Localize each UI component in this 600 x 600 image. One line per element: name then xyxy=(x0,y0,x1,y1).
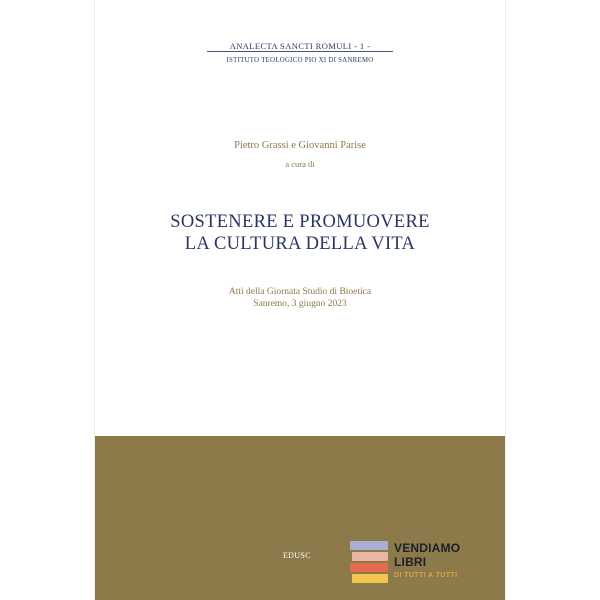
subtitle-line-2: Sanremo, 3 giugno 2023 xyxy=(253,299,347,309)
cover-bottom-band xyxy=(95,436,505,600)
series-title: ANALECTA SANCTI ROMULI - 1 - xyxy=(229,41,371,51)
publisher-name: EDUSC xyxy=(283,551,311,560)
watermark-line-3: DI TUTTI A TUTTI xyxy=(394,572,458,579)
series-divider xyxy=(207,51,393,52)
watermark-logo xyxy=(350,541,460,591)
watermark-line-2: LIBRI xyxy=(394,555,427,569)
book-cover xyxy=(95,0,505,600)
book-title-line-2: LA CULTURA DELLA VITA xyxy=(184,234,416,254)
editors-role: a cura di xyxy=(285,159,315,169)
book-title-line-1: SOSTENERE E PROMUOVERE xyxy=(170,212,430,232)
institute-name: ISTITUTO TEOLOGICO PIO XI DI SANREMO xyxy=(226,57,374,64)
editors-names: Pietro Grassi e Giovanni Parise xyxy=(234,140,366,151)
subtitle-line-1: Atti della Giornata Studio di Bioetica xyxy=(228,287,372,297)
watermark-line-1: VENDIAMO xyxy=(394,541,461,555)
